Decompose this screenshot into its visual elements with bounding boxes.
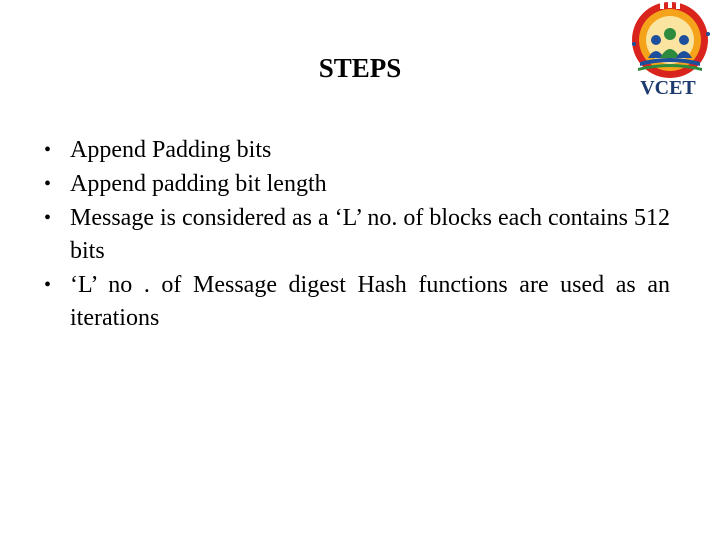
bullet-list — [44, 134, 670, 336]
bullet-item — [44, 134, 670, 167]
bullet-dot-icon: • — [44, 274, 52, 296]
bullet-text: ‘L’ no . of Message digest Hash functions are used as an iterations — [70, 272, 670, 331]
bullet-dot-icon: • — [44, 173, 52, 195]
bullet-dot-icon: • — [44, 139, 52, 161]
bullet-item — [44, 269, 670, 335]
bullet-dot-icon: • — [44, 207, 52, 229]
svg-text:VCET: VCET — [640, 77, 696, 99]
bullet-item — [44, 202, 670, 268]
bullet-text: Append padding bit length — [70, 171, 327, 197]
bullet-text: Append Padding bits — [70, 137, 272, 163]
bullet-item — [44, 168, 670, 201]
bullet-text: Message is considered as a ‘L’ no. of blocks each contains 512 bits — [70, 205, 670, 264]
slide-title: STEPS — [318, 53, 402, 83]
